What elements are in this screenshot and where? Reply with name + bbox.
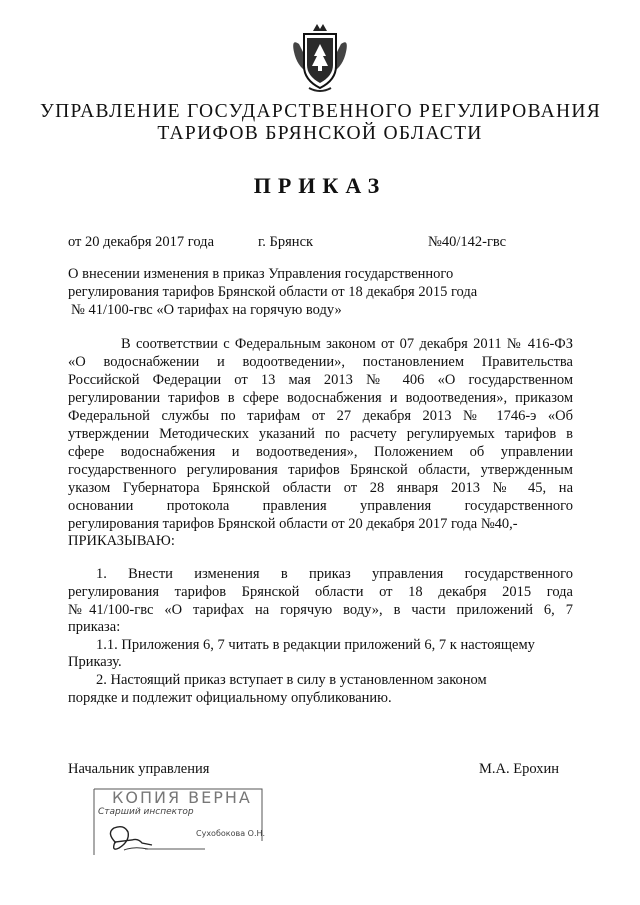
certified-copy-stamp <box>90 785 265 860</box>
preamble-line: «О водоснабжении и водоотведении», постановлением Правительства <box>68 354 573 370</box>
order-item-1-cont: приказа: <box>68 619 121 635</box>
preamble-line: Российской Федерации от 13 мая 2013 № 406 «О государственном <box>68 372 573 388</box>
agency-name-line-1: УПРАВЛЕНИЕ ГОСУДАРСТВЕННОГО РЕГУЛИРОВАНИЯ <box>40 101 602 122</box>
signatory-name: М.А. Ерохин <box>479 761 560 777</box>
subject-line: регулирования тарифов Брянской области от 18 декабря 2015 года <box>68 284 478 300</box>
preamble-line: основании протокола правления управления государственного <box>68 498 573 514</box>
preamble-line: регулировании тарифов в сфере водоснабжения и водоотведения», приказом <box>68 390 573 406</box>
preamble-line: регулирования тарифов Брянской области от 20 декабря 2017 года №40,- <box>68 516 518 532</box>
order-item-2: 2. Настоящий приказ вступает в силу в установленном законом <box>96 672 487 688</box>
subject-line: № 41/100-гвс «О тарифах на горячую воду» <box>71 302 342 318</box>
signatory-position: Начальник управления <box>68 761 210 777</box>
preamble-line: сфере водоснабжения и водоотведения», Положением об управлении <box>68 444 573 460</box>
order-item-1-cont: №41/100-гвс «О тарифах на горячую воду», в части приложений 6, 7 <box>68 602 573 618</box>
handwritten-signature <box>102 821 157 855</box>
stamp-signer: Сухобокова О.Н. <box>196 829 266 838</box>
preamble-line: указом Губернатора Брянской области от 28 января 2013 № 45, на <box>68 480 573 496</box>
coat-of-arms-emblem <box>289 22 351 94</box>
stamp-title: КОПИЯ ВЕРНА <box>112 788 252 807</box>
preamble-line: Федеральной службы по тарифам от 27 декабря 2013 № 1746-э «Об <box>68 408 573 424</box>
subject-line: О внесении изменения в приказ Управления государственного <box>68 266 454 282</box>
document-city: г. Брянск <box>258 234 314 250</box>
agency-name-line-2: ТАРИФОВ БРЯНСКОЙ ОБЛАСТИ <box>157 123 483 144</box>
document-date: от 20 декабря 2017 года <box>68 234 214 250</box>
order-keyword: ПРИКАЗЫВАЮ: <box>68 533 175 549</box>
order-item-1: 1. Внести изменения в приказ управления государственного <box>96 566 573 582</box>
order-item-1-1-cont: Приказу. <box>68 654 122 670</box>
order-item-1-1: 1.1. Приложения 6, 7 читать в редакции приложений 6, 7 к настоящему <box>96 637 535 653</box>
preamble-line: утверждении Методических указаний по расчету регулируемых тарифов в <box>68 426 573 442</box>
preamble-line: государственного регулирования тарифов Брянской области, утвержденным <box>68 462 573 478</box>
document-title: ПРИКАЗ <box>253 173 387 198</box>
order-item-1-cont: регулирования тарифов Брянской области от 18 декабря 2015 года <box>68 584 573 600</box>
order-item-2-cont: порядке и подлежит официальному опубликованию. <box>68 690 392 706</box>
stamp-role: Старший инспектор <box>98 807 194 817</box>
preamble-line: В соответствии с Федеральным законом от 07 декабря 2011 № 416-ФЗ <box>121 336 573 352</box>
document-number: №40/142-гвс <box>428 234 507 250</box>
